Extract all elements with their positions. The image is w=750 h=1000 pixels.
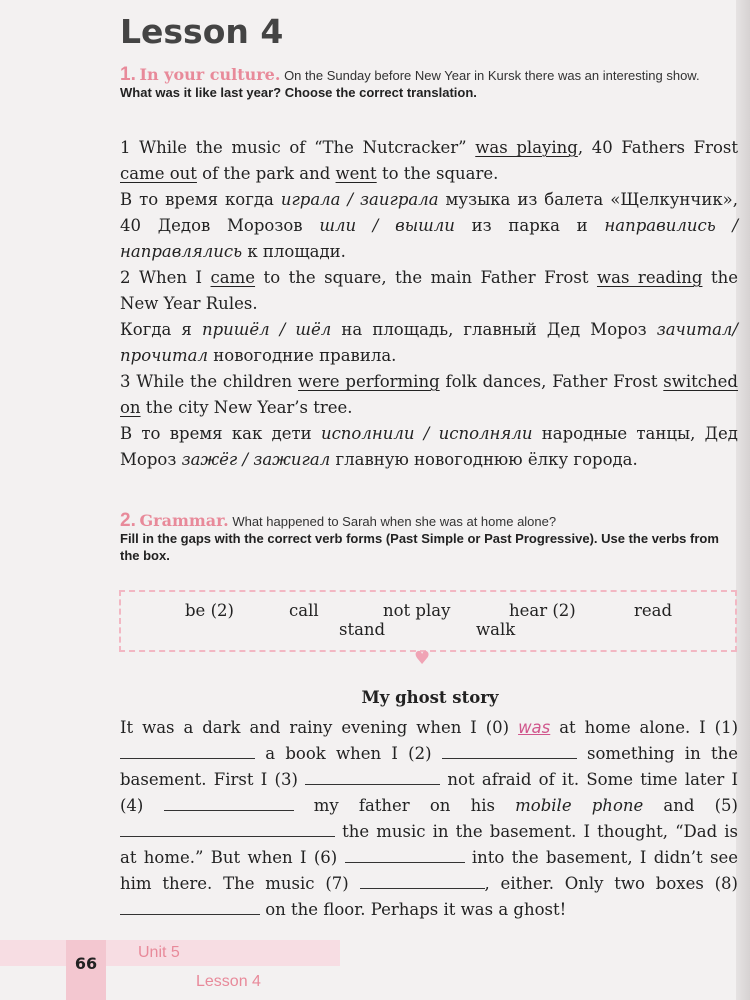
choice[interactable]: играла / заиграла: [280, 190, 439, 209]
choice[interactable]: зажёг / зажигал: [181, 450, 331, 469]
lesson-title: Lesson 4: [120, 12, 284, 51]
handwritten-answer: was: [518, 718, 551, 737]
choice[interactable]: пришёл / шёл: [201, 320, 332, 339]
task1-intro: On the Sunday before New Year in Kursk there was an interesting show.: [284, 68, 700, 83]
item3-russian: В то время как дети исполнили / исполняли народные танцы, Дед Мороз зажёг / зажигал главную новогоднюю ёлку города.: [120, 424, 738, 469]
task2-number: 2.: [120, 510, 136, 531]
choice[interactable]: исполнили / исполняли: [320, 424, 533, 443]
verb-word: read: [634, 601, 673, 620]
task1-heading: In your culture.: [139, 65, 281, 84]
task1-number: 1.: [120, 64, 136, 85]
gap-4[interactable]: [164, 795, 294, 811]
verb-word: walk: [476, 620, 516, 639]
item3-english: 3 While the children were performing folk dances, Father Frost switched on the city New Year’s tree.: [120, 372, 738, 417]
item1-russian: В то время когда играла / заиграла музыка из балета «Щелкунчик», 40 Дедов Морозов шли / вышли из парка и направились / направлялись к площади.: [120, 190, 739, 261]
verb-word: stand: [339, 620, 386, 639]
gap-2[interactable]: [442, 743, 577, 759]
choice[interactable]: зачитал/прочитал: [120, 320, 738, 365]
gap-1[interactable]: [120, 743, 255, 759]
item2-russian: Когда я пришёл / шёл на площадь, главный Дед Мороз зачитал/прочитал новогодние правила.: [120, 320, 738, 365]
choice[interactable]: шли / вышли: [319, 216, 455, 235]
task1-header: [120, 66, 740, 101]
task2-header: [120, 512, 740, 564]
task2-heading: Grammar.: [139, 511, 229, 530]
verb-word: be (2): [185, 601, 234, 620]
story-text: It was a dark and rainy evening when I (0) was at home alone. I (1) a book when I (2) something in the basement. First I (3) not afraid of it. Some time later I (4) my father on his mobile phone and (5) the music in the basement. I thought, “Dad is at home.” But when I (6) into the basement, I didn’t see him there. The music (7) , either. Only two boxes (8) on the floor. Perhaps it was a ghost!: [120, 718, 739, 919]
page-number: 66: [74, 954, 98, 973]
gap-8[interactable]: [120, 899, 260, 915]
item2-english: 2 When I came to the square, the main Father Frost was reading the New Year Rules.: [120, 268, 738, 313]
page-edge: [736, 0, 750, 1000]
gap-3[interactable]: [305, 769, 440, 785]
gap-6[interactable]: [345, 847, 465, 863]
verb-word: not play: [383, 601, 451, 620]
task1-items: [120, 135, 738, 473]
verb-word: hear (2): [509, 601, 576, 620]
footer-unit: Unit 5: [138, 944, 180, 961]
verb-box: [119, 590, 737, 652]
verb-word: call: [289, 601, 319, 620]
story-title: My ghost story: [361, 688, 499, 707]
choice[interactable]: направились / направлялись: [120, 216, 739, 261]
gap-5[interactable]: [120, 821, 335, 837]
item1-english: 1 While the music of “The Nutcracker” was playing, 40 Fathers Frost came out of the park and went to the square.: [120, 138, 738, 183]
task2-intro: What happened to Sarah when she was at home alone?: [232, 514, 557, 529]
footer-lesson: Lesson 4: [196, 973, 261, 990]
task1-instruction: What was it like last year? Choose the correct translation.: [120, 85, 477, 100]
heart-icon: ♥: [414, 648, 431, 669]
gap-7[interactable]: [360, 873, 485, 889]
task2-instruction: Fill in the gaps with the correct verb forms (Past Simple or Past Progressive). Use the verbs from the box.: [120, 531, 719, 563]
